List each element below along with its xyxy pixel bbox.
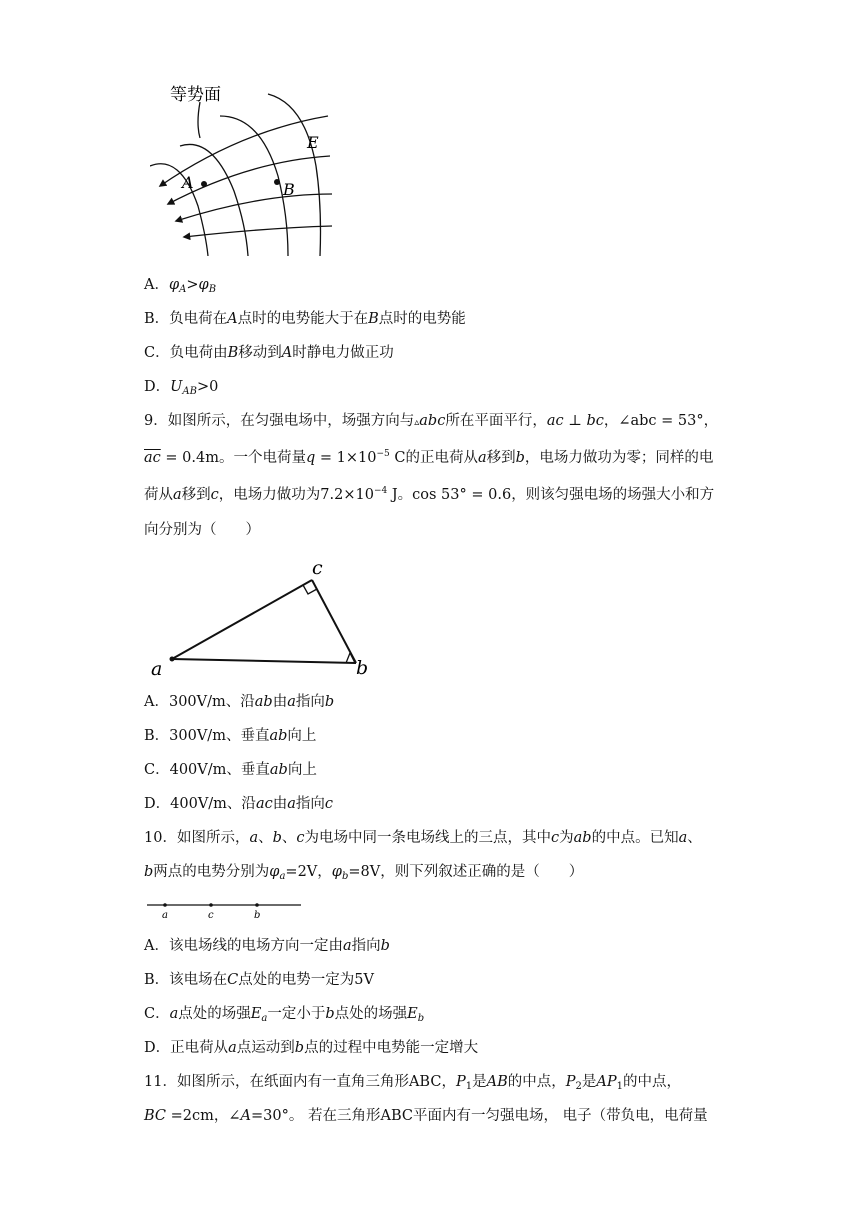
q10-option-a: A．该电场线的电场方向一定由a指向b [144, 938, 390, 954]
side-bc [312, 580, 356, 663]
equipotential-arc [150, 164, 208, 256]
equipotential-arc [180, 144, 248, 256]
q9-stem-line1: 9．如图所示，在匀强电场中，场强方向与▵abc所在平面平行，ac ⊥ bc，∠abc = 53°， [144, 413, 719, 429]
point-a-dot [163, 903, 167, 907]
q10-stem-line2: b两点的电势分别为$\varphi_a=2V$，$\varphi_b=8V$，则下列叙述正确的是（ ） [144, 864, 584, 882]
q9-option-a: A．300V/m、沿ab由a指向b [144, 694, 335, 710]
point-c-label: c [208, 910, 214, 921]
q10-stem-line1: 10．如图所示，a、b、c为电场中同一条电场线上的三点，其中c为ab的中点。已知a、 [144, 830, 702, 846]
q9-option-c: C．400V/m、垂直ab向上 [144, 762, 317, 778]
field-line [176, 194, 332, 221]
q10-option-b: B．该电场在C点处的电势一定为5V [144, 972, 374, 988]
point-b-label: B [283, 180, 295, 199]
label-leader [198, 102, 200, 138]
q10-option-c: C．a点处的场强$E_a$一定小于b点处的场强$E_b$ [144, 1006, 425, 1024]
point-b-dot [255, 903, 259, 907]
equipotential-label: 等势面 [170, 85, 221, 105]
q9-option-b: B．300V/m、垂直ab向上 [144, 728, 317, 744]
point-c-dot [209, 903, 213, 907]
q11-stem-line1: 11．如图所示，在纸面内有一直角三角形ABC，$P_1$是AB的中点，$P_2$是$AP_1$的中点， [144, 1074, 681, 1092]
q9-stem-line3: 荷从a移到c，电场力做功为$7.2\times 10^{-4}$ J。cos 53° = 0.6，则该匀强电场的场强大小和方 [144, 486, 715, 503]
q9-stem-line4: 向分别为（ ） [144, 522, 260, 538]
point-b-dot [274, 179, 280, 185]
field-e-label: E [307, 133, 319, 152]
point-a-dot [201, 181, 207, 187]
q8-option-a: A．$\varphi_A>\varphi_B$ [144, 277, 217, 295]
q8-option-c: C．负电荷由B移动到A时静电力做正功 [144, 345, 394, 361]
vertex-a-label: a [151, 658, 163, 680]
triangle-abc-figure [148, 555, 368, 680]
vertex-c-label: c [312, 557, 323, 579]
field-line-figure [145, 896, 305, 922]
side-ac [172, 580, 312, 659]
q10-option-d: D．正电荷从a点运动到b点的过程中电势能一定增大 [144, 1040, 479, 1056]
vertex-b-label: b [356, 657, 368, 679]
point-a-label: a [162, 910, 168, 921]
field-line [184, 226, 332, 237]
q8-option-d: D．$U_{AB}>0$ [144, 379, 219, 397]
side-ab [172, 659, 356, 663]
q9-stem-line2: $\overline{ac} = 0.4m$。一个电荷量$q = 1\times 10^{-5}$ C的正电荷从a移到b，电场力做功为零；同样的电 [144, 449, 714, 466]
q11-stem-line2: BC =2cm，∠A=30°。 若在三角形ABC平面内有一匀强电场， 电子（带负电，电荷量 [144, 1108, 708, 1124]
point-a-label: A [182, 173, 194, 192]
equipotential-arc [220, 116, 288, 256]
q9-option-d: D．400V/m、沿ac由a指向c [144, 796, 333, 812]
equipotential-figure [150, 76, 335, 256]
point-b-label: b [254, 910, 261, 921]
q8-option-b: B．负电荷在A点时的电势能大于在B点时的电势能 [144, 311, 466, 327]
